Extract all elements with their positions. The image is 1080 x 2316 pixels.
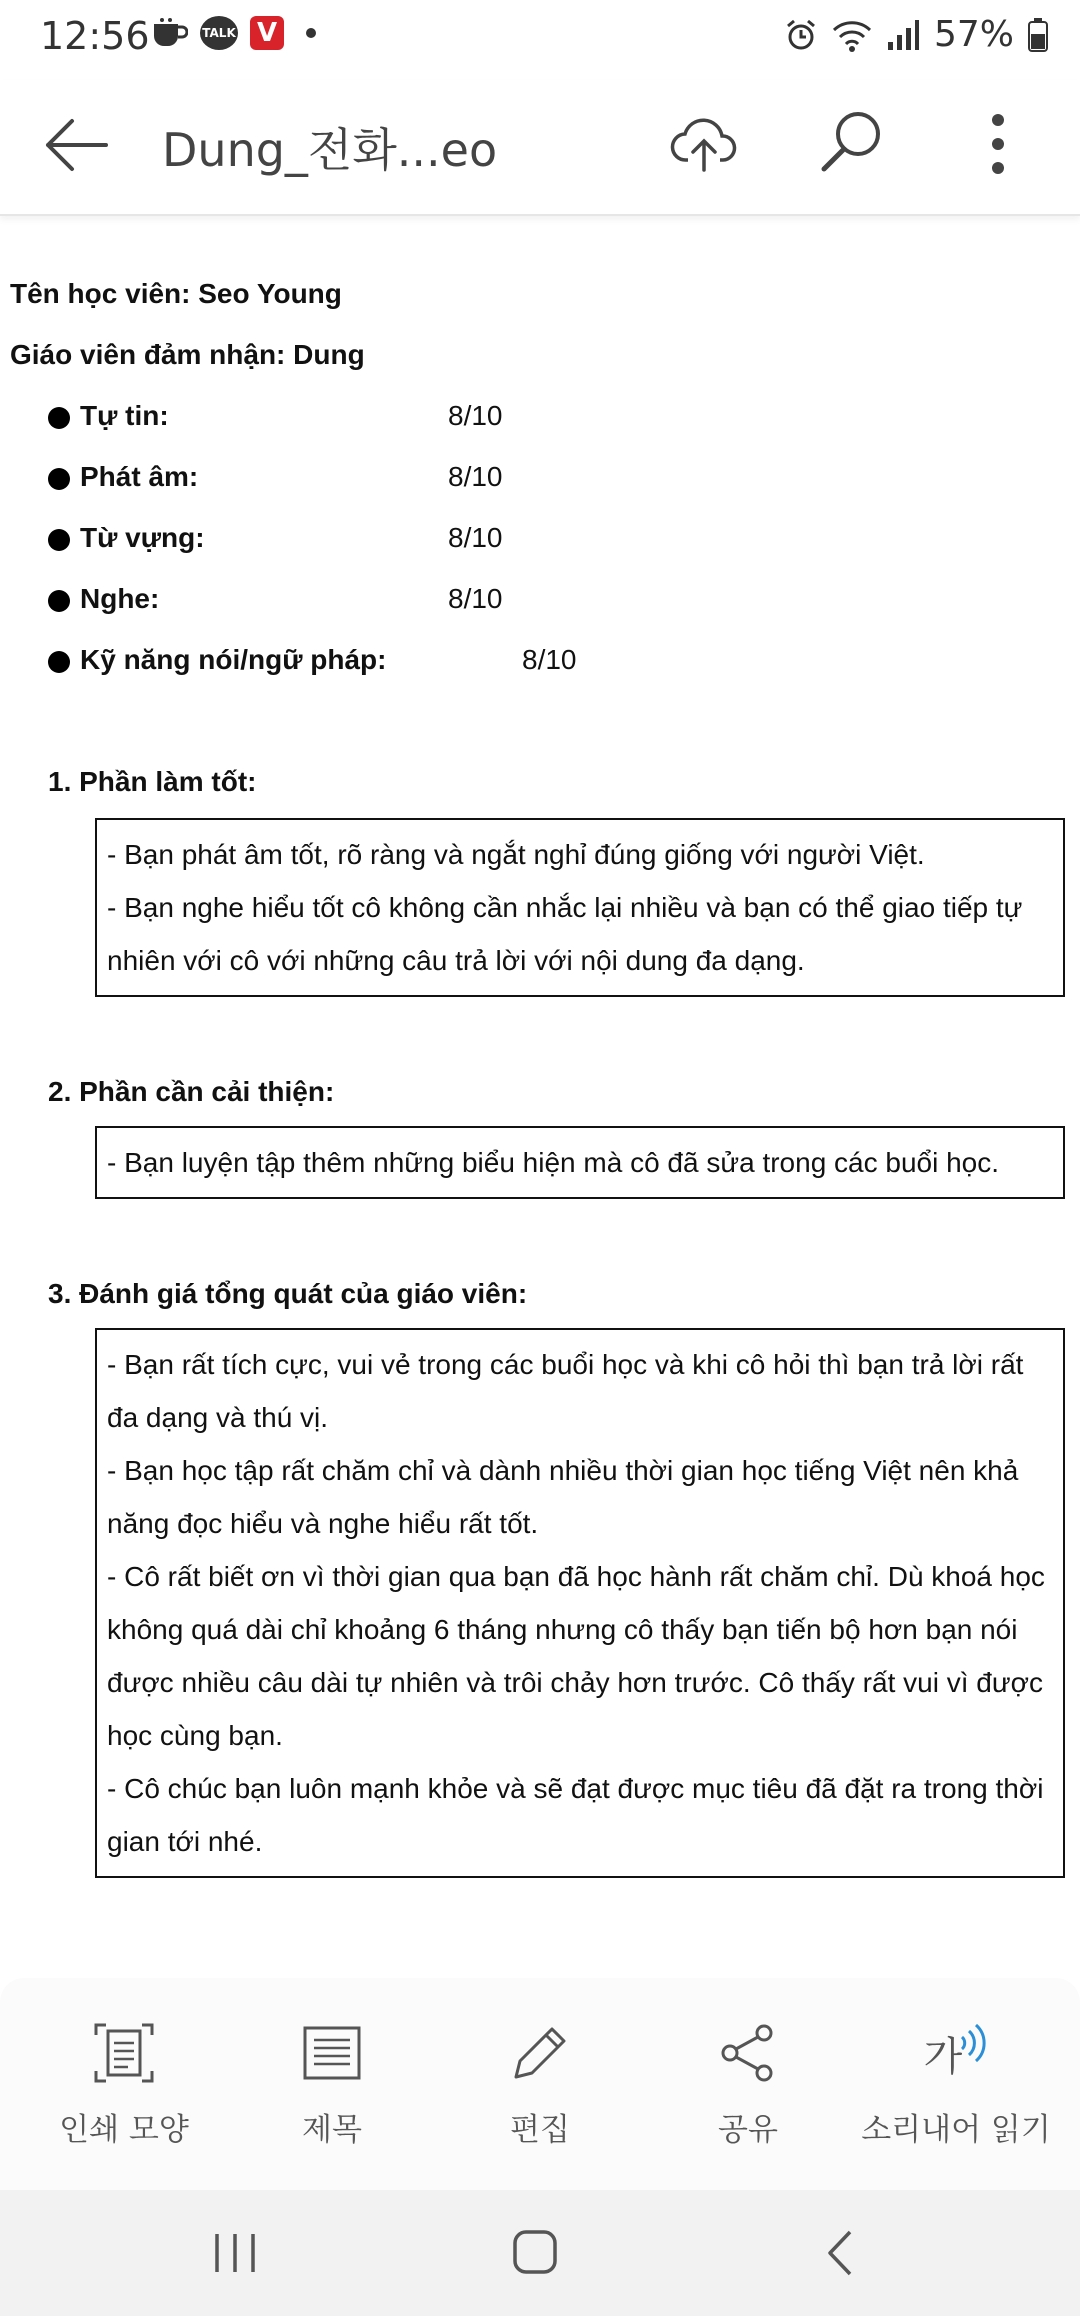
section-heading: 2. Phần cần cải thiện: (48, 1076, 335, 1107)
print-layout-button[interactable] (24, 2018, 224, 2149)
teacher-name: Giáo viên đảm nhận: Dung (10, 339, 365, 370)
share-icon (718, 2023, 778, 2083)
sound-waves-icon (958, 2021, 988, 2065)
score-value: 8/10 (448, 400, 503, 431)
section1-line: - Bạn phát âm tốt, rõ ràng và ngắt nghỉ đúng giống với người Việt. (107, 839, 925, 870)
system-back-icon[interactable] (810, 2226, 870, 2280)
status-bar (0, 0, 1080, 80)
section3-line: - Bạn rất tích cực, vui vẻ trong các buổi học và khi cô hỏi thì bạn trả lời rất đa dạng và thú vị. (107, 1349, 1024, 1433)
battery-percent: 57% (933, 14, 1014, 55)
wifi-icon (832, 18, 872, 52)
more-notifications-dot (306, 28, 316, 38)
edit-button[interactable] (440, 2018, 640, 2149)
student-name: Tên học viên: Seo Young (10, 278, 342, 309)
edit-label: 편집 (510, 2112, 570, 2148)
score-label: Tự tin: (80, 400, 169, 431)
cloud-upload-icon[interactable] (668, 108, 740, 180)
document-title: Dung_전화...eo (162, 123, 498, 177)
signal-icon (886, 18, 920, 52)
status-time: 12:56 (40, 14, 150, 58)
section3-line: - Cô rất biết ơn vì thời gian qua bạn đã học hành rất chăm chỉ. Dù khoá học không quá dài chỉ khoảng 6 tháng nhưng cô thấy bạn tiến bộ hơn bạn nói được nhiều câu dài tự nhiên và trôi chảy hơn trước. Cô thấy rất vui vì được học cùng bạn. (107, 1561, 1045, 1751)
coffee-app-icon (150, 16, 188, 50)
bullet-icon (48, 529, 70, 551)
section1-box (95, 818, 1065, 997)
score-label: Nghe: (80, 583, 160, 614)
search-icon[interactable] (816, 106, 888, 178)
share-label: 공유 (718, 2112, 778, 2148)
system-icons (784, 14, 1048, 55)
back-arrow-icon[interactable] (40, 110, 110, 180)
bullet-icon (48, 651, 70, 673)
read-aloud-label: 소리내어 읽기 (861, 2112, 1051, 2148)
notification-icons (150, 16, 316, 50)
section3-box (95, 1328, 1065, 1878)
section2-line: - Bạn luyện tập thêm những biểu hiện mà cô đã sửa trong các buổi học. (107, 1147, 1000, 1178)
score-value: 8/10 (522, 644, 577, 675)
battery-icon (1028, 18, 1048, 52)
alarm-icon (784, 18, 818, 52)
read-aloud-button[interactable] (856, 2018, 1056, 2149)
outline-list-icon (302, 2025, 362, 2081)
section3-line: - Cô chúc bạn luôn mạnh khỏe và sẽ đạt được mục tiêu đã đặt ra trong thời gian tới nhé. (107, 1773, 1044, 1857)
score-label: Kỹ năng nói/ngữ pháp: (80, 644, 387, 675)
section1-line: - Bạn nghe hiểu tốt cô không cần nhắc lại nhiều và bạn có thể giao tiếp tự nhiên với cô với những câu trả lời với nội dung đa dạng. (107, 892, 1023, 976)
title-button[interactable] (232, 2018, 432, 2149)
section2-box (95, 1126, 1065, 1199)
score-label: Từ vựng: (80, 522, 205, 553)
bullet-icon (48, 590, 70, 612)
score-value: 8/10 (448, 522, 503, 553)
app-toolbar (0, 80, 1080, 216)
bottom-action-bar (0, 1978, 1080, 2190)
pencil-icon (510, 2023, 570, 2083)
talk-app-icon: TALK (200, 16, 238, 50)
document-body (0, 214, 1080, 1974)
title-label: 제목 (302, 2112, 362, 2148)
recent-apps-icon[interactable] (205, 2226, 265, 2280)
system-navigation-bar (0, 2190, 1080, 2316)
v-app-icon: V (250, 16, 284, 50)
score-value: 8/10 (448, 583, 503, 614)
print-layout-label: 인쇄 모양 (59, 2112, 189, 2148)
print-layout-icon (92, 2021, 156, 2085)
read-aloud-icon (856, 2018, 1056, 2088)
more-options-icon[interactable] (978, 108, 1018, 180)
read-aloud-glyph: 가 (923, 2033, 963, 2080)
bullet-icon (48, 468, 70, 490)
section3-line: - Bạn học tập rất chăm chỉ và dành nhiều thời gian học tiếng Việt nên khả năng đọc hiểu và nghe hiểu rất tốt. (107, 1455, 1019, 1539)
bullet-icon (48, 407, 70, 429)
home-icon[interactable] (505, 2226, 565, 2280)
score-label: Phát âm: (80, 461, 199, 492)
share-button[interactable] (648, 2018, 848, 2149)
section-heading: 3. Đánh giá tổng quát của giáo viên: (48, 1278, 528, 1309)
section-heading: 1. Phần làm tốt: (48, 766, 257, 797)
score-value: 8/10 (448, 461, 503, 492)
